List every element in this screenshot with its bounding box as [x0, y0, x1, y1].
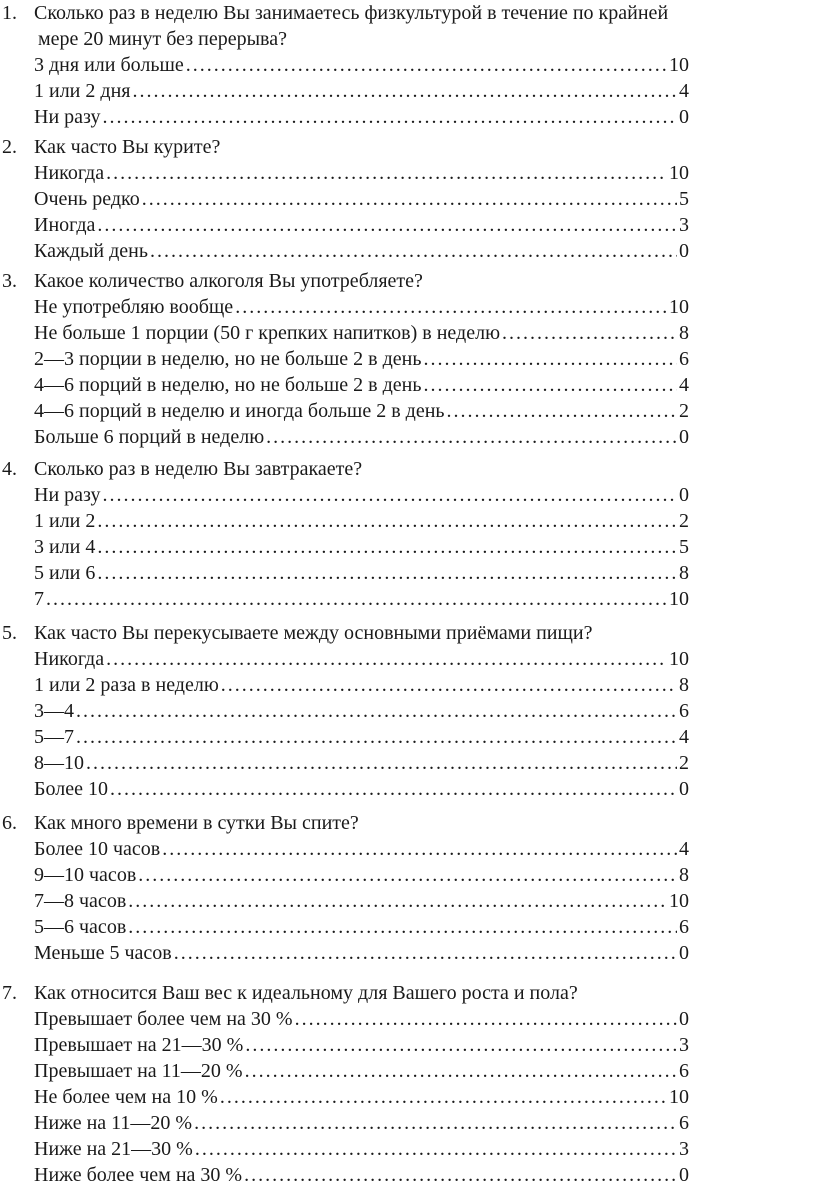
option-label: Превышает более чем на 30 %	[34, 1008, 293, 1030]
dot-leader	[447, 398, 677, 424]
question-text-continued: мере 20 минут без перерыва?	[38, 28, 287, 50]
option-label: Иногда	[34, 214, 96, 236]
answer-option	[34, 160, 689, 186]
question-text: Какое количество алкоголя Вы употребляете?	[34, 270, 423, 292]
option-score: 0	[679, 1164, 689, 1186]
option-score: 6	[679, 348, 689, 370]
question-header	[0, 268, 826, 294]
dot-leader	[97, 560, 677, 586]
option-label: 4—6 порций в неделю и иногда больше 2 в день	[34, 400, 445, 422]
option-score: 4	[679, 374, 689, 396]
question-number: 4.	[2, 458, 17, 480]
option-score: 0	[679, 778, 689, 800]
answer-option	[34, 646, 689, 672]
dot-leader	[76, 724, 677, 750]
option-label: 5—7	[34, 726, 74, 748]
answer-option	[34, 836, 689, 862]
option-label: Ни разу	[34, 484, 101, 506]
question-number: 2.	[2, 136, 17, 158]
dot-leader	[103, 104, 677, 130]
answer-option	[34, 186, 689, 212]
option-label: 8—10	[34, 752, 84, 774]
question-3	[0, 268, 826, 450]
answer-option	[34, 320, 689, 346]
answer-options	[0, 294, 826, 450]
dot-leader	[245, 1058, 677, 1084]
option-score: 10	[669, 890, 689, 912]
dot-leader	[132, 78, 677, 104]
question-text: Сколько раз в неделю Вы завтракаете?	[34, 458, 363, 480]
option-label: Никогда	[34, 162, 105, 184]
option-score: 3	[679, 1034, 689, 1056]
option-score: 10	[669, 588, 689, 610]
dot-leader	[423, 372, 677, 398]
option-label: Не более чем на 10 %	[34, 1086, 218, 1108]
answer-option	[34, 212, 689, 238]
option-label: 1 или 2	[34, 510, 96, 532]
option-label: Меньше 5 часов	[34, 942, 172, 964]
option-score: 2	[679, 400, 689, 422]
option-label: Каждый день	[34, 240, 148, 262]
option-label: 7	[34, 588, 44, 610]
dot-leader	[110, 776, 677, 802]
option-score: 4	[679, 726, 689, 748]
dot-leader	[128, 914, 677, 940]
option-score: 0	[679, 426, 689, 448]
dot-leader	[97, 508, 677, 534]
option-score: 6	[679, 700, 689, 722]
option-label: 5—6 часов	[34, 916, 127, 938]
answer-option	[34, 862, 689, 888]
answer-option	[34, 1084, 689, 1110]
answer-option	[34, 238, 689, 264]
answer-option	[34, 586, 689, 612]
option-label: Никогда	[34, 648, 105, 670]
answer-option	[34, 1058, 689, 1084]
question-header	[0, 620, 826, 646]
answer-options	[0, 646, 826, 802]
question-number: 7.	[2, 982, 17, 1004]
option-score: 10	[669, 162, 689, 184]
option-label: Не больше 1 порции (50 г крепких напитков) в неделю	[34, 322, 501, 344]
question-number: 1.	[2, 2, 17, 24]
option-score: 4	[679, 838, 689, 860]
answer-options	[0, 52, 826, 130]
dot-leader	[142, 186, 677, 212]
option-score: 2	[679, 510, 689, 532]
option-score: 4	[679, 80, 689, 102]
question-header	[0, 810, 826, 836]
answer-option	[34, 940, 689, 966]
question-header	[0, 456, 826, 482]
option-score: 0	[679, 484, 689, 506]
dot-leader	[502, 320, 677, 346]
dot-leader	[186, 52, 667, 78]
option-score: 0	[679, 106, 689, 128]
dot-leader	[150, 238, 677, 264]
option-score: 3	[679, 214, 689, 236]
dot-leader	[195, 1136, 677, 1162]
answer-option	[34, 424, 689, 450]
option-label: 7—8 часов	[34, 890, 127, 912]
answer-options	[0, 1006, 826, 1188]
answer-option	[34, 398, 689, 424]
answer-option	[34, 482, 689, 508]
option-label: Более 10 часов	[34, 838, 161, 860]
answer-option	[34, 672, 689, 698]
option-score: 2	[679, 752, 689, 774]
option-label: 3 или 4	[34, 536, 96, 558]
dot-leader	[235, 294, 667, 320]
question-header	[0, 980, 826, 1006]
option-label: 2—3 порции в неделю, но не больше 2 в день	[34, 348, 422, 370]
dot-leader	[423, 346, 677, 372]
answer-options	[0, 836, 826, 966]
answer-option	[34, 1162, 689, 1188]
answer-option	[34, 534, 689, 560]
question-number: 3.	[2, 270, 17, 292]
option-score: 6	[679, 1112, 689, 1134]
answer-option	[34, 776, 689, 802]
option-label: 4—6 порций в неделю, но не больше 2 в день	[34, 374, 422, 396]
dot-leader	[162, 836, 677, 862]
answer-options	[0, 160, 826, 264]
answer-option	[34, 1136, 689, 1162]
dot-leader	[46, 586, 667, 612]
answer-option	[34, 560, 689, 586]
option-score: 8	[679, 864, 689, 886]
answer-option	[34, 508, 689, 534]
option-label: Превышает на 11—20 %	[34, 1060, 243, 1082]
dot-leader	[295, 1006, 677, 1032]
option-score: 3	[679, 1138, 689, 1160]
option-label: Больше 6 порций в неделю	[34, 426, 265, 448]
option-score: 0	[679, 942, 689, 964]
question-text: Как часто Вы перекусываете между основными приёмами пищи?	[34, 622, 593, 644]
option-label: 1 или 2 дня	[34, 80, 131, 102]
question-7	[0, 980, 826, 1188]
dot-leader	[138, 862, 677, 888]
dot-leader	[106, 160, 667, 186]
question-number: 6.	[2, 812, 17, 834]
question-text: Как часто Вы курите?	[34, 136, 221, 158]
question-1	[0, 0, 826, 130]
option-label: Более 10	[34, 778, 108, 800]
option-score: 10	[669, 54, 689, 76]
option-score: 10	[669, 296, 689, 318]
option-label: 5 или 6	[34, 562, 96, 584]
option-score: 6	[679, 1060, 689, 1082]
question-text: Как много времени в сутки Вы спите?	[34, 812, 359, 834]
dot-leader	[106, 646, 667, 672]
dot-leader	[128, 888, 667, 914]
option-label: Ниже более чем на 30 %	[34, 1164, 243, 1186]
dot-leader	[103, 482, 677, 508]
option-label: 3 дня или больше	[34, 54, 184, 76]
question-text: Сколько раз в неделю Вы занимаетесь физкультурой в течение по крайней	[34, 2, 669, 24]
option-score: 8	[679, 562, 689, 584]
dot-leader	[174, 940, 677, 966]
option-score: 8	[679, 674, 689, 696]
option-label: 9—10 часов	[34, 864, 137, 886]
option-score: 0	[679, 1008, 689, 1030]
dot-leader	[194, 1110, 677, 1136]
option-score: 10	[669, 648, 689, 670]
answer-option	[34, 52, 689, 78]
answer-option	[34, 914, 689, 940]
option-label: 3—4	[34, 700, 74, 722]
question-number: 5.	[2, 622, 17, 644]
dot-leader	[220, 1084, 667, 1110]
answer-option	[34, 1032, 689, 1058]
option-label: Ни разу	[34, 106, 101, 128]
option-label: Превышает на 21—30 %	[34, 1034, 244, 1056]
answer-option	[34, 698, 689, 724]
dot-leader	[76, 698, 677, 724]
answer-options	[0, 482, 826, 612]
question-2	[0, 134, 826, 264]
answer-option	[34, 78, 689, 104]
option-score: 6	[679, 916, 689, 938]
answer-option	[34, 294, 689, 320]
option-score: 10	[669, 1086, 689, 1108]
option-score: 5	[679, 536, 689, 558]
question-header	[0, 0, 826, 52]
dot-leader	[266, 424, 677, 450]
option-score: 0	[679, 240, 689, 262]
option-label: Ниже на 11—20 %	[34, 1112, 193, 1134]
question-header	[0, 134, 826, 160]
question-text: Как относится Ваш вес к идеальному для Вашего роста и пола?	[34, 982, 578, 1004]
answer-option	[34, 750, 689, 776]
answer-option	[34, 104, 689, 130]
dot-leader	[245, 1032, 677, 1058]
dot-leader	[244, 1162, 677, 1188]
answer-option	[34, 1110, 689, 1136]
option-score: 8	[679, 322, 689, 344]
dot-leader	[97, 534, 677, 560]
option-label: 1 или 2 раза в неделю	[34, 674, 219, 696]
option-label: Ниже на 21—30 %	[34, 1138, 193, 1160]
option-score: 5	[679, 188, 689, 210]
option-label: Очень редко	[34, 188, 140, 210]
option-label: Не употребляю вообще	[34, 296, 234, 318]
dot-leader	[97, 212, 677, 238]
question-5	[0, 620, 826, 802]
answer-option	[34, 724, 689, 750]
answer-option	[34, 372, 689, 398]
answer-option	[34, 1006, 689, 1032]
question-6	[0, 810, 826, 966]
question-4	[0, 456, 826, 612]
dot-leader	[86, 750, 677, 776]
answer-option	[34, 346, 689, 372]
dot-leader	[221, 672, 677, 698]
answer-option	[34, 888, 689, 914]
